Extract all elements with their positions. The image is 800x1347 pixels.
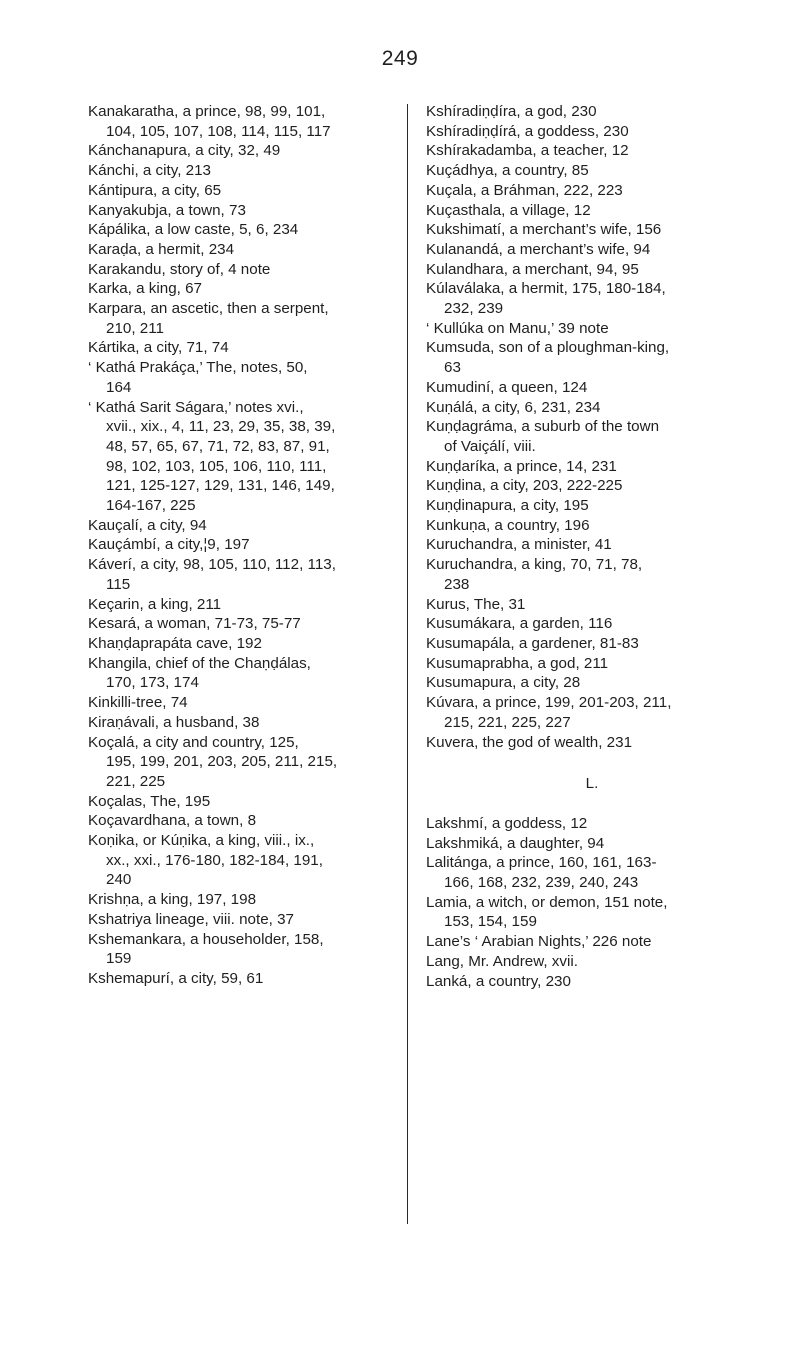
index-entry [426, 614, 718, 634]
index-entry-line: Karaḍa, a hermit, 234 [88, 240, 235, 258]
index-entry-line: Kuçasthala, a village, 12 [426, 201, 591, 219]
index-group-l [426, 814, 718, 991]
index-entry-line: Kanakaratha, a prince, 98, 99, 101, [88, 103, 326, 120]
index-entry [88, 811, 378, 831]
index-entry-line: Kshatriya lineage, viii. note, 37 [88, 910, 294, 928]
index-entry [426, 814, 718, 834]
index-entry [88, 398, 378, 516]
index-entry [88, 910, 378, 930]
index-entry-continuation: 164 [106, 378, 132, 396]
index-entry-line: ‘ Kullúka on Manu,’ 39 note [426, 319, 609, 337]
index-entry-line: Kánchi, a city, 213 [88, 162, 211, 180]
index-entry-line: Kshemankara, a householder, 158, [88, 930, 324, 948]
index-entry [426, 952, 718, 972]
index-entry-continuation: 115 [106, 575, 131, 593]
index-entry [426, 141, 718, 161]
index-entry [426, 893, 718, 932]
index-entry [426, 693, 718, 732]
index-entry-continuation: 166, 168, 232, 239, 240, 243 [444, 874, 639, 892]
index-entry-line: Kunkuṇa, a country, 196 [426, 516, 590, 534]
index-entry-continuation: 170, 173, 174 [106, 674, 199, 692]
index-entry-line: Karpara, an ascetic, then a serpent, [88, 300, 329, 318]
index-entry-line: Kulanandá, a merchant’s wife, 94 [426, 240, 651, 258]
index-entry [426, 181, 718, 201]
index-entry [426, 319, 718, 339]
page-number: 249 [381, 47, 419, 70]
index-entry [88, 930, 378, 969]
index-entry-line: Lakshmí, a goddess, 12 [426, 814, 588, 832]
index-entry-line: Kántipura, a city, 65 [88, 181, 222, 199]
index-entry [88, 161, 378, 181]
index-entry-line: Kuṇḍina, a city, 203, 222-225 [426, 477, 623, 495]
index-entry-line: Kukshimatí, a merchant’s wife, 156 [426, 221, 662, 239]
index-entry [88, 102, 378, 141]
index-entry-line: Kumsuda, son of a ploughman-king, [426, 339, 670, 357]
index-entry-line: Khaṇḍaprapáta cave, 192 [88, 634, 262, 652]
index-entry [426, 733, 718, 753]
index-entry-line: Khangila, chief of the Chaṇḍálas, [88, 654, 311, 672]
index-entry [426, 932, 718, 952]
index-entry [88, 141, 378, 161]
index-entry-line: Kuṇḍagráma, a suburb of the town [426, 418, 660, 436]
index-entry [88, 634, 378, 654]
index-entry [426, 240, 718, 260]
index-column-left [88, 102, 378, 989]
index-entry [426, 457, 718, 477]
index-entry-line: Lane’s ‘ Arabian Nights,’ 226 note [426, 933, 652, 951]
index-entry [426, 417, 718, 456]
index-entry-continuation: 104, 105, 107, 108, 114, 115, 117 [106, 122, 331, 140]
index-entry-line: Kusumaprabha, a god, 211 [426, 654, 609, 672]
index-entry-line: Kinkilli-tree, 74 [88, 694, 188, 712]
section-letter-heading: L. [585, 775, 599, 793]
index-entry-line: Kártika, a city, 71, 74 [88, 339, 229, 357]
index-entry [88, 260, 378, 280]
index-entry [88, 890, 378, 910]
index-entry-line: Kuruchandra, a minister, 41 [426, 536, 612, 554]
index-entry-line: Lalitánga, a prince, 160, 161, 163- [426, 854, 657, 872]
index-entry-continuation: xvii., xix., 4, 11, 23, 29, 35, 38, 39, [106, 418, 336, 436]
index-entry-line: Lakshmiká, a daughter, 94 [426, 834, 605, 852]
index-entry [426, 102, 718, 122]
index-entry-continuation: 240 [106, 871, 132, 889]
index-entry-line: Kápálika, a low caste, 5, 6, 234 [88, 221, 299, 239]
column-divider [407, 104, 408, 1224]
index-entry-line: Kanyakubja, a town, 73 [88, 201, 246, 219]
index-entry [426, 535, 718, 555]
index-entry-line: Kauçalí, a city, 94 [88, 516, 207, 534]
index-entry [426, 201, 718, 221]
index-entry-line: Lanká, a country, 230 [426, 972, 571, 990]
index-entry [88, 220, 378, 240]
index-entry [88, 792, 378, 812]
index-entry-line: Kshíradiṇḍíra, a god, 230 [426, 103, 597, 120]
index-entry-line: Kuvera, the god of wealth, 231 [426, 733, 633, 751]
index-entry-line: Kuṇálá, a city, 6, 231, 234 [426, 398, 601, 416]
index-entry [426, 161, 718, 181]
index-entry [88, 733, 378, 792]
index-entry [426, 260, 718, 280]
index-entry [88, 595, 378, 615]
index-entry-line: Lang, Mr. Andrew, xvii. [426, 952, 578, 970]
index-entry-continuation: 164-167, 225 [106, 497, 196, 515]
index-entry-line: Koçalá, a city and country, 125, [88, 733, 299, 751]
index-entry-line: Kshíradiṇḍírá, a goddess, 230 [426, 122, 629, 140]
index-entry [426, 595, 718, 615]
index-entry [88, 201, 378, 221]
index-entry [88, 181, 378, 201]
index-entry [426, 853, 718, 892]
index-entry-continuation: 63 [444, 359, 461, 377]
index-entry-continuation: 98, 102, 103, 105, 106, 110, 111, [106, 457, 327, 475]
index-entry [426, 673, 718, 693]
index-entry-line: Kúvara, a prince, 199, 201-203, 211, [426, 694, 672, 712]
index-entry-continuation: of Vaiçálí, viii. [444, 437, 536, 455]
index-entry [426, 378, 718, 398]
index-entry [88, 831, 378, 890]
index-entry-line: Karka, a king, 67 [88, 280, 202, 298]
index-entry-line: Lamia, a witch, or demon, 151 note, [426, 893, 668, 911]
index-column-right [426, 102, 718, 991]
index-entry [426, 279, 718, 318]
index-entry [88, 969, 378, 989]
index-group-k [426, 102, 718, 752]
index-entry-line: Kuruchandra, a king, 70, 71, 78, [426, 556, 643, 574]
index-entry [426, 555, 718, 594]
index-entry [88, 654, 378, 693]
index-entry [88, 713, 378, 733]
index-entry-continuation: 121, 125-127, 129, 131, 146, 149, [106, 477, 335, 495]
index-entry [426, 220, 718, 240]
index-entry-line: Kusumapura, a city, 28 [426, 674, 581, 692]
index-entry-line: Kesará, a woman, 71-73, 75-77 [88, 615, 301, 633]
index-entry-line: Karakandu, story of, 4 note [88, 260, 271, 278]
index-entry-continuation: 48, 57, 65, 67, 71, 72, 83, 87, 91, [106, 437, 330, 455]
index-entry [426, 476, 718, 496]
index-entry-line: Káverí, a city, 98, 105, 110, 112, 113, [88, 556, 336, 574]
index-entry-line: Kiraṇávali, a husband, 38 [88, 713, 260, 731]
index-entry-continuation: 210, 211 [106, 319, 164, 337]
index-entry-continuation: 215, 221, 225, 227 [444, 713, 571, 731]
index-entry-line: Koṇika, or Kúṇika, a king, viii., ix., [88, 832, 315, 850]
index-entry-line: ‘ Kathá Sarit Ságara,’ notes xvi., [88, 398, 304, 416]
index-entry-line: Kusumapála, a gardener, 81-83 [426, 634, 639, 652]
index-entry [426, 516, 718, 536]
index-entry-line: Koçalas, The, 195 [88, 792, 211, 810]
index-entry-line: Kurus, The, 31 [426, 595, 526, 613]
index-entry-line: Kauçámbí, a city,¦9, 197 [88, 536, 250, 554]
index-entry [426, 634, 718, 654]
index-entry-continuation: 159 [106, 950, 132, 968]
index-entry [426, 654, 718, 674]
index-entry [426, 122, 718, 142]
index-entry-line: Kuçala, a Bráhman, 222, 223 [426, 181, 623, 199]
index-entry-continuation: xx., xxi., 176-180, 182-184, 191, [106, 851, 323, 869]
index-entry-continuation: 195, 199, 201, 203, 205, 211, 215, [106, 753, 338, 771]
index-entry-line: Kuṇḍaríka, a prince, 14, 231 [426, 457, 617, 475]
index-entry-line: Kuṇḍinapura, a city, 195 [426, 497, 589, 515]
index-entry-line: Koçavardhana, a town, 8 [88, 812, 257, 830]
index-entry-line: Keçarin, a king, 211 [88, 595, 222, 613]
index-entry [426, 338, 718, 377]
index-entry [88, 279, 378, 299]
index-entry-line: ‘ Kathá Prakáça,’ The, notes, 50, [88, 359, 308, 377]
index-entry [88, 555, 378, 594]
index-entry [88, 516, 378, 536]
index-entry-line: Kuçádhya, a country, 85 [426, 162, 589, 180]
index-entry-line: Kshemapurí, a city, 59, 61 [88, 969, 264, 987]
index-entry [88, 338, 378, 358]
index-entry [88, 535, 378, 555]
index-entry-line: Kumudiní, a queen, 124 [426, 378, 588, 396]
index-entry [426, 834, 718, 854]
index-entry [88, 358, 378, 397]
index-entry [426, 972, 718, 992]
index-entry [88, 240, 378, 260]
index-entry-continuation: 153, 154, 159 [444, 913, 537, 931]
index-entry-continuation: 238 [444, 575, 470, 593]
index-entry-continuation: 232, 239 [444, 300, 504, 318]
index-entry [88, 299, 378, 338]
index-entry-line: Kusumákara, a garden, 116 [426, 615, 613, 633]
index-entry [88, 693, 378, 713]
index-entry [426, 496, 718, 516]
index-entry-line: Kánchanapura, a city, 32, 49 [88, 142, 281, 160]
index-entry-line: Kulandhara, a merchant, 94, 95 [426, 260, 639, 278]
index-entry-line: Kshírakadamba, a teacher, 12 [426, 142, 629, 160]
index-entry-line: Krishṇa, a king, 197, 198 [88, 891, 257, 909]
index-entry-continuation: 221, 225 [106, 772, 166, 790]
index-entry [88, 614, 378, 634]
index-entry [426, 398, 718, 418]
index-entry-line: Kúlaválaka, a hermit, 175, 180-184, [426, 280, 666, 298]
